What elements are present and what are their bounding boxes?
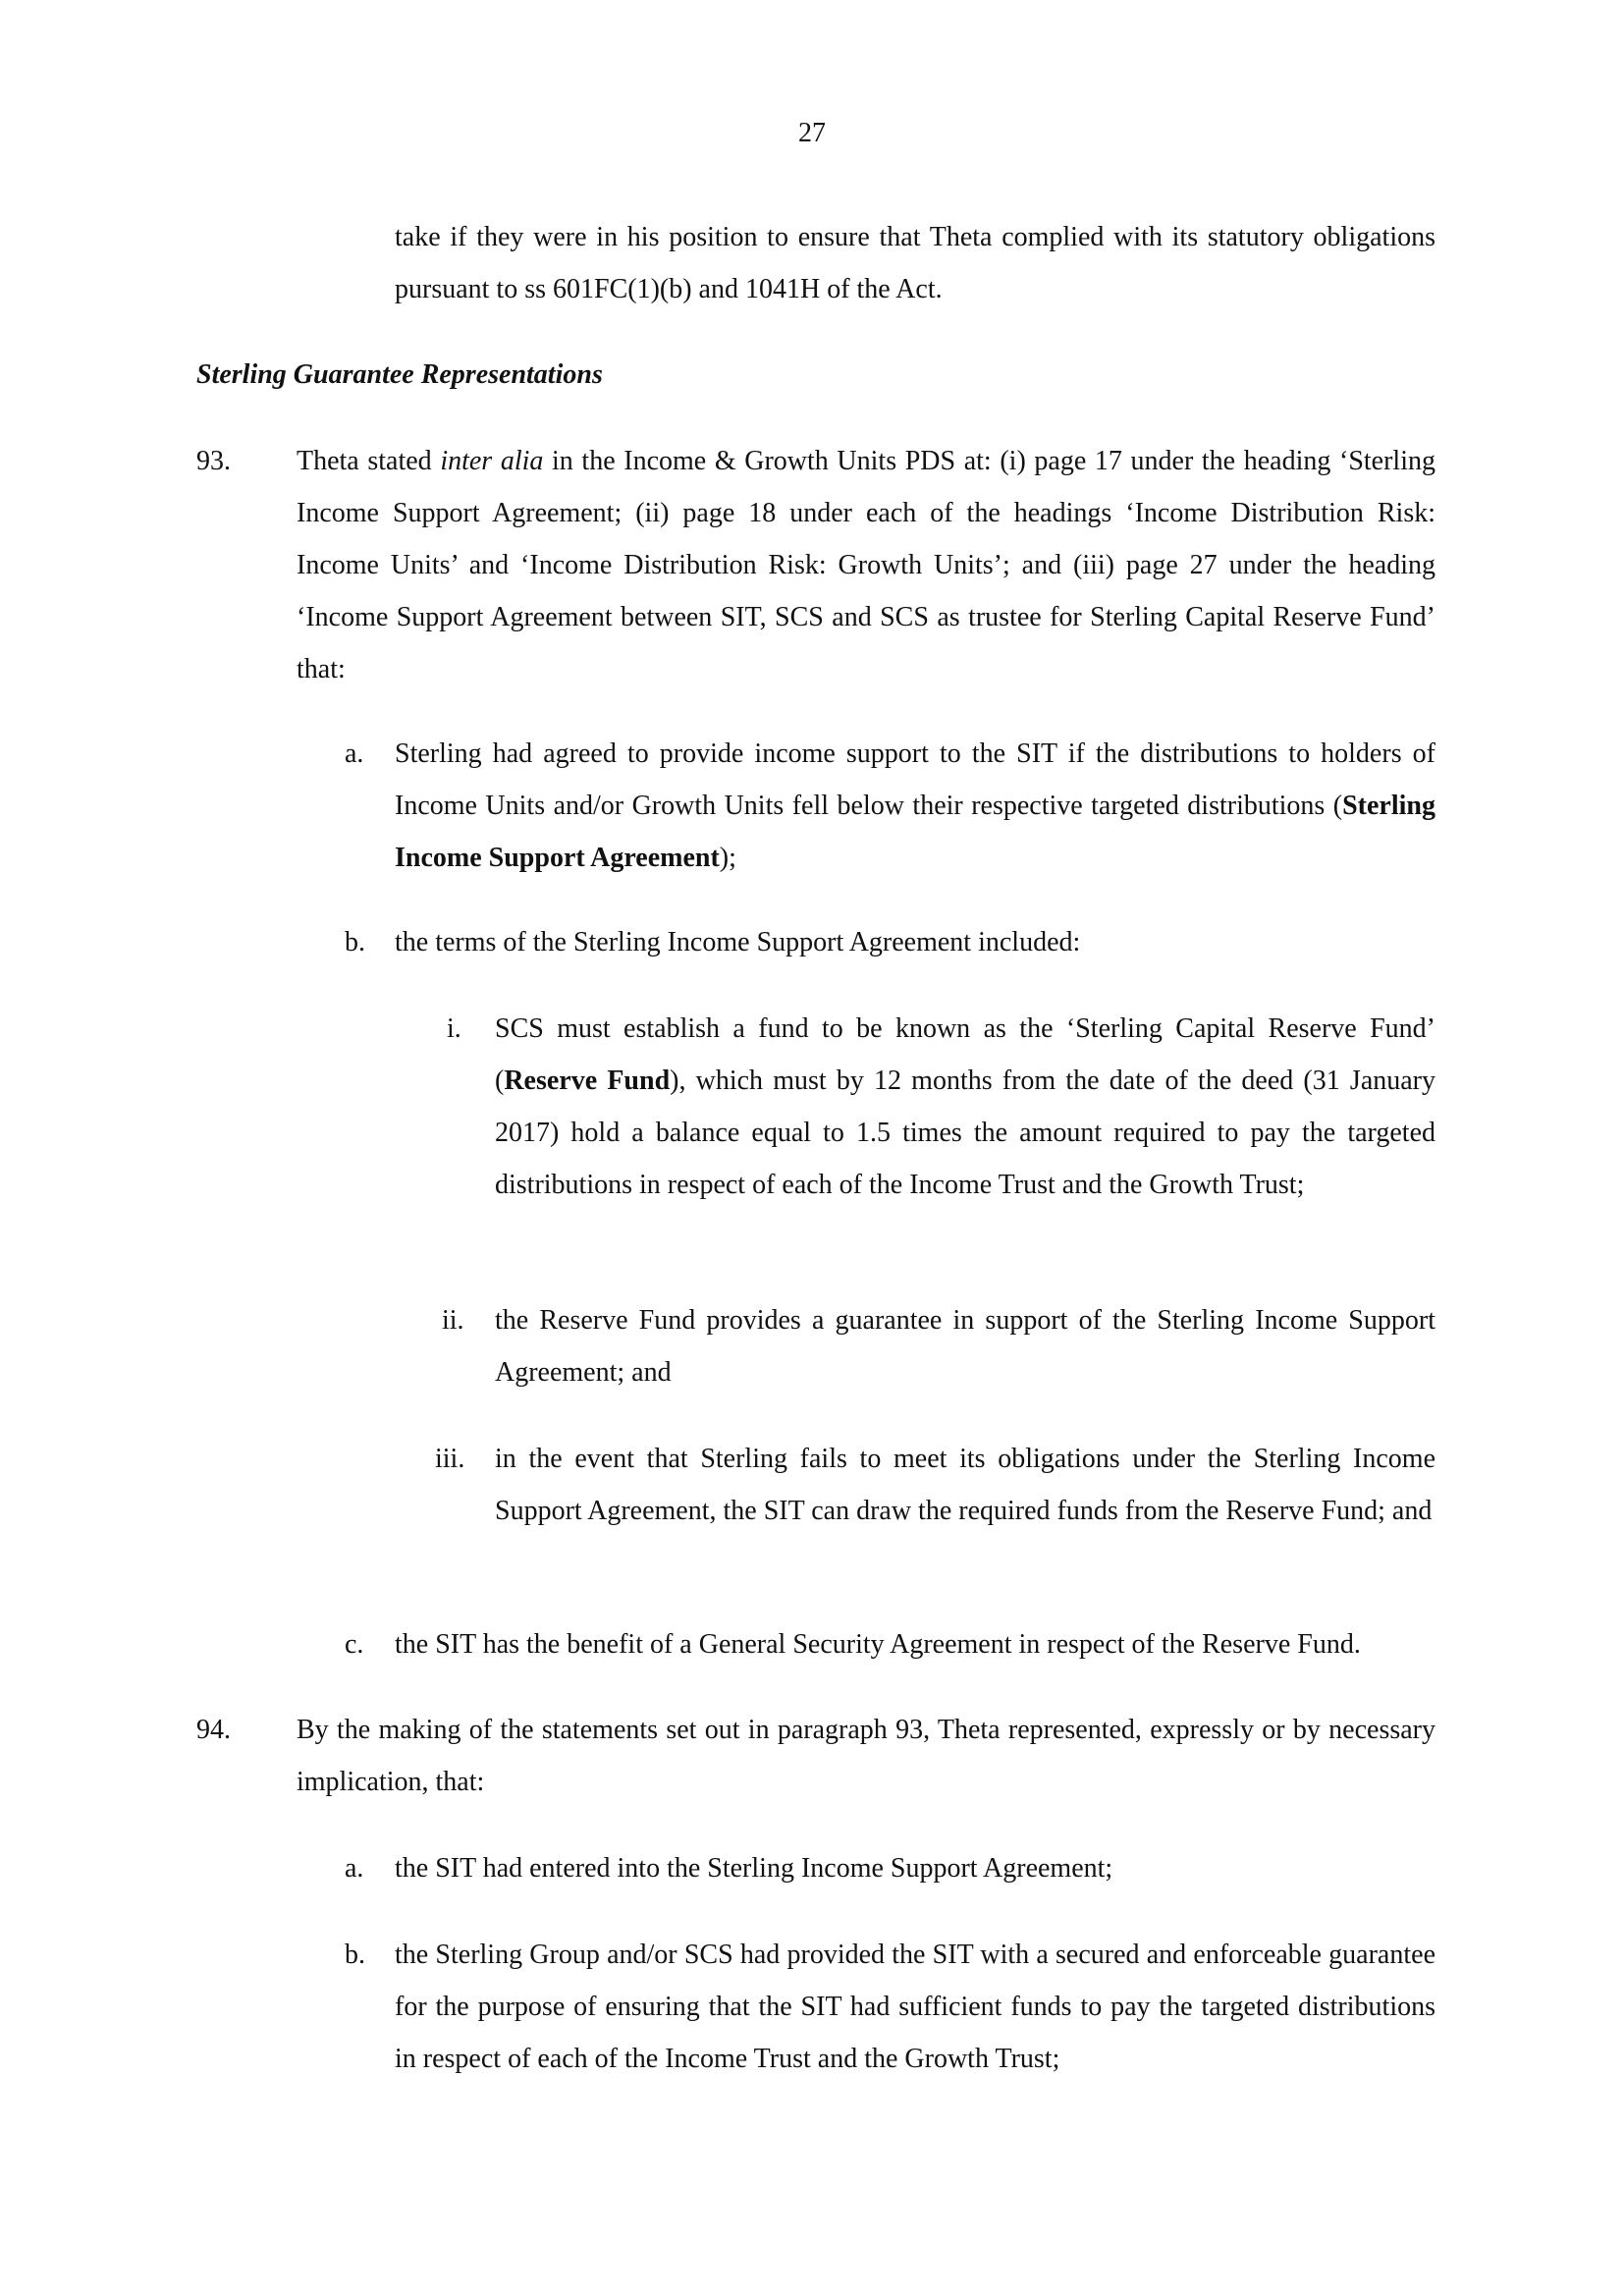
- item-93b-label: b.: [345, 927, 365, 957]
- paragraph-93-text: [297, 435, 1435, 695]
- item-93b-iii-text: in the event that Sterling fails to meet its obligations under the Sterling Income Support Agreement, the SIT can draw the required funds from the Reserve Fund; and: [495, 1444, 1435, 1526]
- item-93b-i-text-2: ), which must by 12 months from the date of the deed (31 January 2017) hold a balance equal to 1.5 times the amount required to pay the targeted distributions in respect of each of the Income Trust and the Growth Trust;: [495, 1066, 1435, 1200]
- intro-paragraph: [395, 211, 1435, 315]
- item-93b-iii: [495, 1433, 1435, 1537]
- item-93b-i-bold: Reserve Fund: [504, 1066, 671, 1096]
- item-93b-i: [495, 1003, 1435, 1211]
- intro-text: take if they were in his position to ensure that Theta complied with its statutory obligations pursuant to ss 601FC(1)(b) and 1041H of the Act.: [395, 222, 1435, 304]
- item-94a-text: the SIT had entered into the Sterling Income Support Agreement;: [395, 1853, 1113, 1884]
- item-94b-text: the Sterling Group and/or SCS had provided the SIT with a secured and enforceable guarantee for the purpose of ensuring that the SIT had sufficient funds to pay the targeted distributions in respect of each of the Income Trust and the Growth Trust;: [395, 1940, 1435, 2074]
- item-93a-text-2: );: [719, 843, 736, 873]
- item-93b-ii: [495, 1294, 1435, 1398]
- item-93a-text: [395, 728, 1435, 884]
- item-93a-bold: Sterling Income Support Agreement: [395, 791, 1435, 873]
- item-94b: [395, 1929, 1435, 2085]
- p93-text-1: Theta stated: [297, 446, 441, 476]
- item-93c: [395, 1618, 1435, 1670]
- paragraph-94: [297, 1704, 1435, 1808]
- item-93a-text-1: Sterling had agreed to provide income support to the SIT if the distributions to holders of Income Units and/or Growth Units fell below their respective targeted distributions (: [395, 738, 1435, 821]
- item-93b: [395, 916, 1435, 968]
- paragraph-94-text: By the making of the statements set out in paragraph 93, Theta represented, expressly or by necessary implication, that:: [297, 1715, 1435, 1797]
- item-94b-label: b.: [345, 1940, 365, 1970]
- item-93b-i-label: i.: [447, 1013, 461, 1044]
- item-93c-label: c.: [345, 1629, 364, 1660]
- item-94a: [395, 1842, 1435, 1894]
- item-93a: [395, 728, 1435, 884]
- item-93b-i-text: [495, 1003, 1435, 1211]
- item-94a-label: a.: [345, 1853, 364, 1884]
- p93-text-2: in the Income & Growth Units PDS at: (i) page 17 under the heading ‘Sterling Income Support Agreement; (ii) page 18 under each of the headings ‘Income Distribution Risk: Income Units’ and ‘Income Distribution Risk: Growth Units’; and (iii) page 27 under the heading ‘Income Support Agreement between SIT, SCS and SCS as trustee for Sterling Capital Reserve Fund’ that:: [297, 446, 1435, 684]
- item-93b-ii-label: ii.: [442, 1305, 464, 1336]
- section-heading: Sterling Guarantee Representations: [196, 359, 603, 390]
- paragraph-93: [297, 435, 1435, 695]
- paragraph-93-number: 93.: [196, 446, 231, 476]
- item-93c-text: the SIT has the benefit of a General Security Agreement in respect of the Reserve Fund.: [395, 1629, 1361, 1660]
- item-93b-iii-label: iii.: [435, 1444, 465, 1474]
- paragraph-94-number: 94.: [196, 1715, 231, 1745]
- item-93b-text: the terms of the Sterling Income Support Agreement included:: [395, 927, 1081, 957]
- item-93b-i-text-1: SCS must establish a fund to be known as the ‘Sterling Capital Reserve Fund’ (: [495, 1013, 1435, 1096]
- item-93b-ii-text: the Reserve Fund provides a guarantee in support of the Sterling Income Support Agreement; and: [495, 1305, 1435, 1388]
- page-number: 27: [798, 118, 826, 148]
- item-93a-label: a.: [345, 738, 364, 769]
- p93-italic: inter alia: [440, 446, 544, 476]
